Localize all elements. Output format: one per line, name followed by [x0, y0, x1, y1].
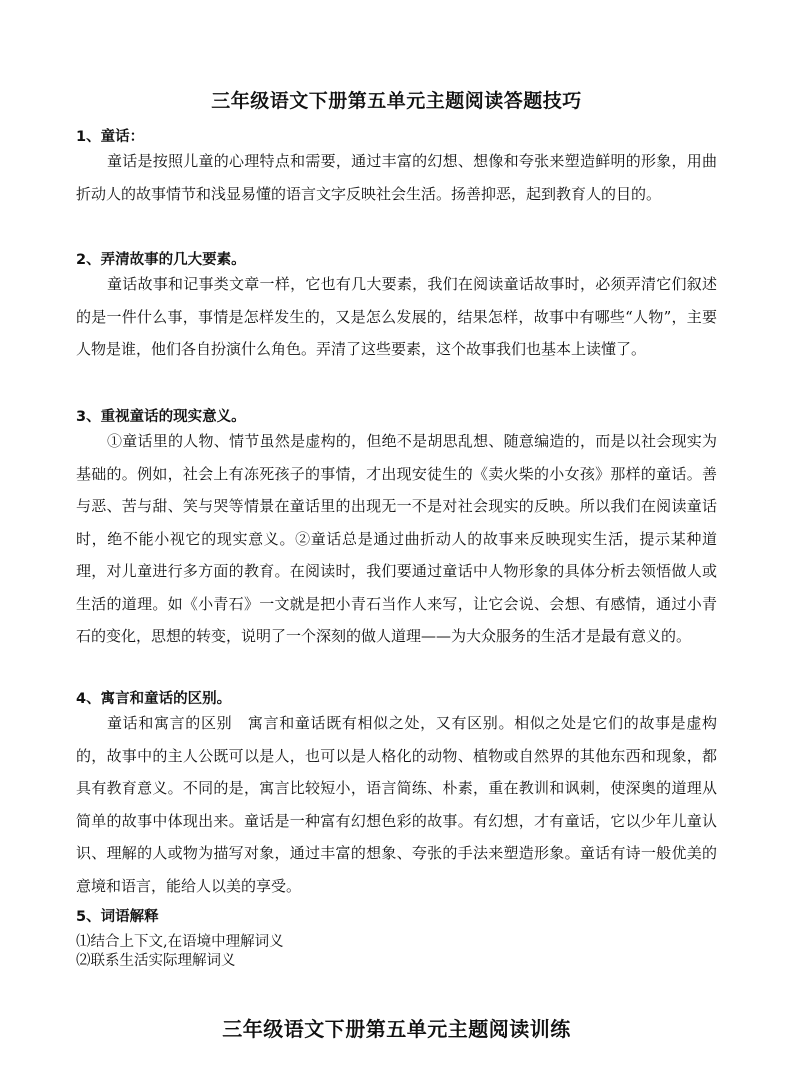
- next-page-title: 三年级语文下册第五单元主题阅读训练: [222, 1017, 571, 1041]
- list-item: ⑵联系生活实际理解词义: [76, 953, 236, 969]
- section-heading-fairy-tale: 1、童话：: [76, 129, 145, 145]
- section-heading-word-explanation: 5、词语解释: [76, 909, 159, 925]
- list-item: ⑴结合上下文,在语境中理解词义: [76, 934, 284, 950]
- section-heading-fable-vs-fairy-tale: 4、寓言和童话的区别。: [76, 691, 232, 707]
- section-body-fable-vs-fairy-tale: 童话和寓言的区别 寓言和童话既有相似之处，又有区别。相似之处是它们的故事是虚构的，故事中的主人公既可以是人，也可以是人格化的动物、植物或自然界的其他东西和现象，都具有教育意义。不同的是，寓言比较短小，语言简练、朴素，重在教训和讽刺，使深奥的道理从简单的故事中体现出来。童话是一种富有幻想色彩的故事。有幻想，才有童话，它以少年儿童认识、理解的人或物为描写对象，通过丰富的想象、夸张的手法来塑造形象。童话有诗一般优美的意境和语言，能给人以美的享受。: [76, 714, 717, 895]
- section-heading-realistic-meaning: 3、重视童话的现实意义。: [76, 409, 246, 425]
- page-title: 三年级语文下册第五单元主题阅读答题技巧: [211, 90, 582, 112]
- section-heading-story-elements: 2、弄清故事的几大要素。: [76, 252, 246, 268]
- section-body-realistic-meaning: ①童话里的人物、情节虽然是虚构的，但绝不是胡思乱想、随意编造的，而是以社会现实为基础的。例如，社会上有冻死孩子的事情，才出现安徒生的《卖火柴的小女孩》那样的童话。善与恶、苦与甜、笑与哭等情景在童话里的出现无一不是对社会现实的反映。所以我们在阅读童话时，绝不能小视它的现实意义。②童话总是通过曲折动人的故事来反映现实生活，提示某种道理，对儿童进行多方面的教育。在阅读时，我们要通过童话中人物形象的具体分析去领悟做人或生活的道理。如《小青石》一文就是把小青石当作人来写，让它会说、会想、有感情，通过小青石的变化，思想的转变，说明了一个深刻的做人道理——为大众服务的生活才是最有意义的。: [76, 432, 717, 645]
- section-body-fairy-tale: 童话是按照儿童的心理特点和需要，通过丰富的幻想、想像和夸张来塑造鲜明的形象，用曲折动人的故事情节和浅显易懂的语言文字反映社会生活。扬善抑恶，起到教育人的目的。: [76, 152, 717, 203]
- section-body-story-elements: 童话故事和记事类文章一样，它也有几大要素，我们在阅读童话故事时，必须弄清它们叙述的是一件什么事，事情是怎样发生的，又是怎么发展的，结果怎样，故事中有哪些“人物”，主要人物是谁，他们各自扮演什么角色。弄清了这些要素，这个故事我们也基本上读懂了。: [76, 275, 717, 358]
